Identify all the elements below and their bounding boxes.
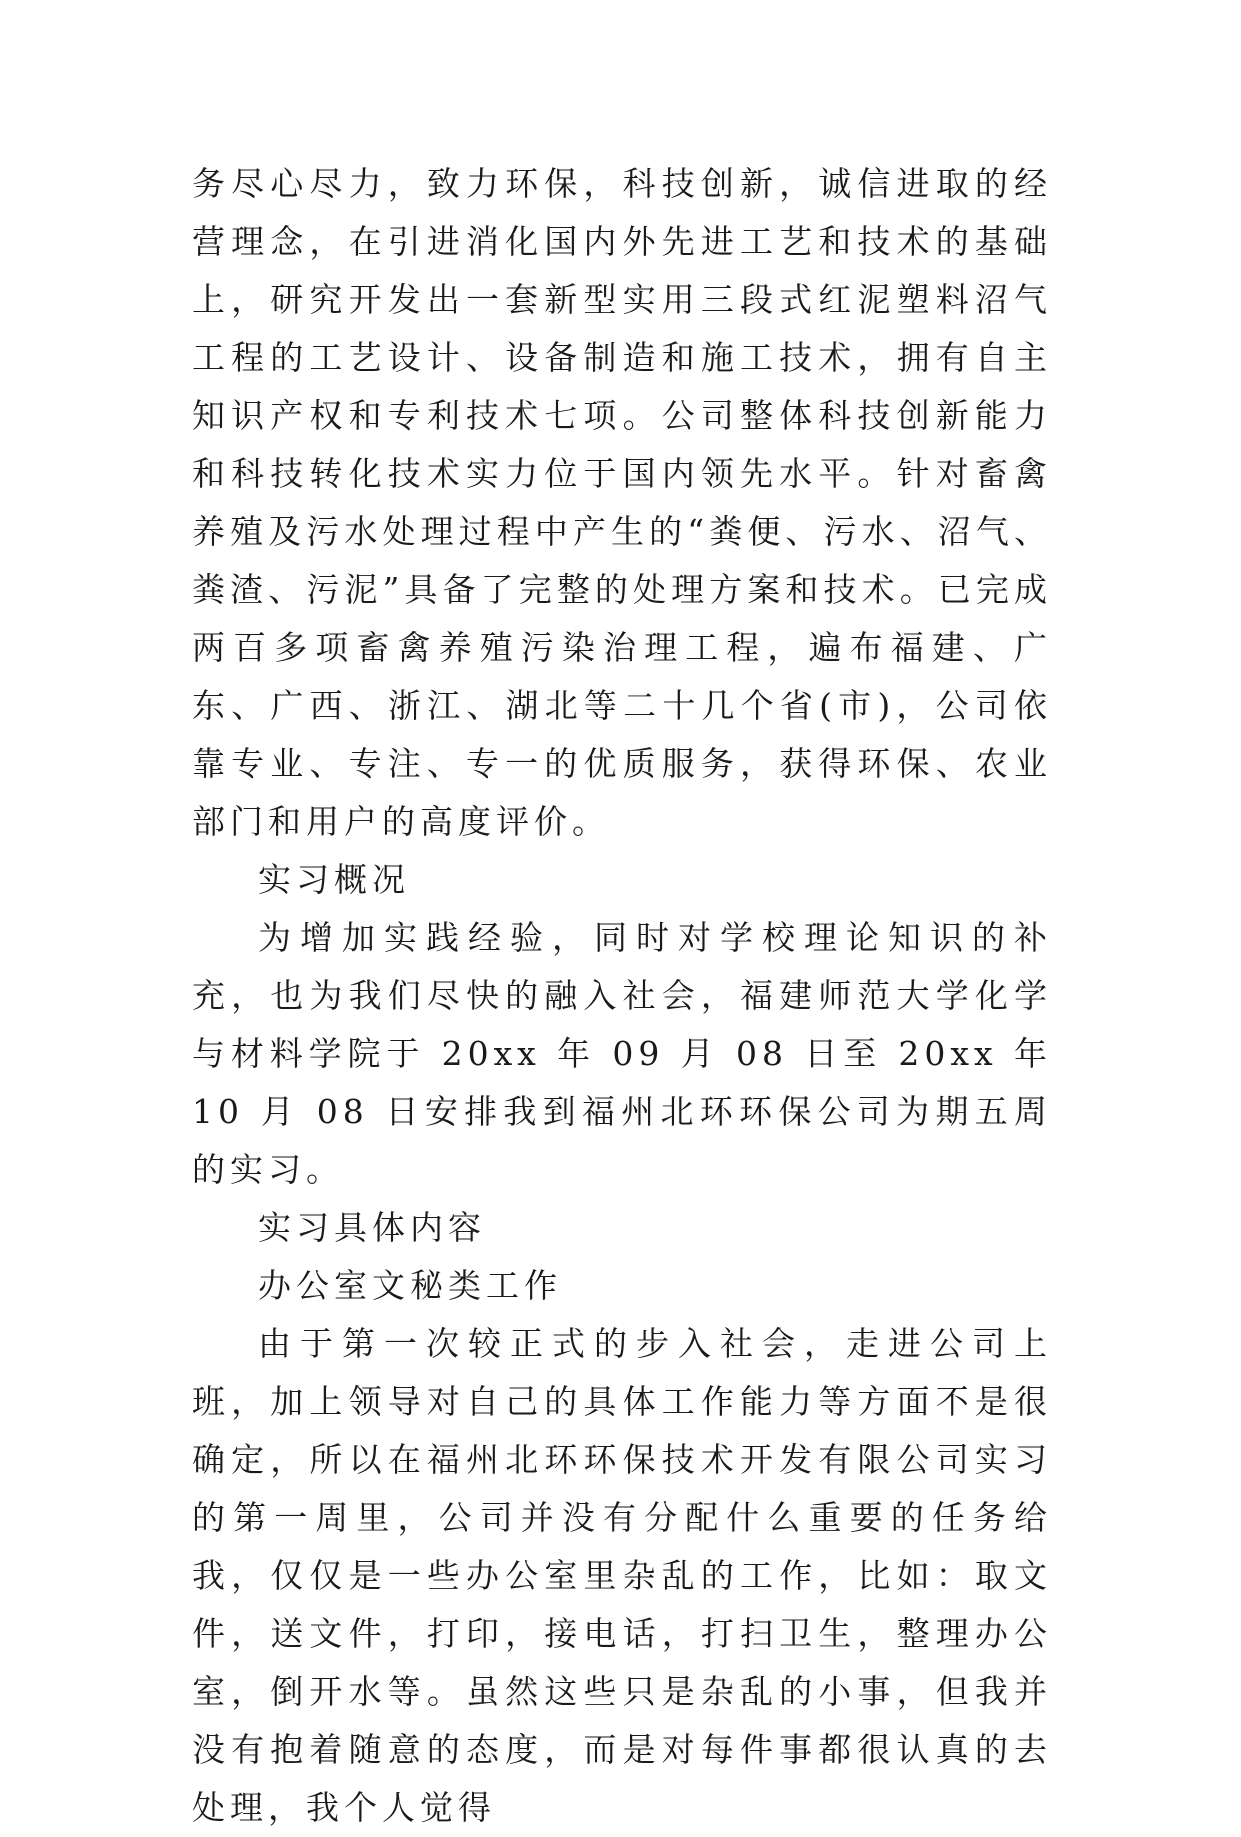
heading-office-work: 办公室文秘类工作 [258, 1266, 562, 1305]
paragraph-company-intro: 务尽心尽力，致力环保，科技创新，诚信进取的经营理念，在引进消化国内外先进工艺和技术的基础上，研究开发出一套新型实用三段式红泥塑料沼气工程的工艺设计、设备制造和施工技术，拥有自主知识产权和专利技术七项。公司整体科技创新能力和科技转化技术实力位于国内领先水平。针对畜禽养殖及污水处理过程中产生的“粪便、污水、沼气、粪渣、污泥”具备了完整的处理方案和技术。已完成两百多项畜禽养殖污染治理工程，遍布福建、广东、广西、浙江、湖北等二十几个省(市)，公司依靠专业、专注、专一的优质服务，获得环保、农业部门和用户的高度评价。 [192, 164, 1052, 841]
paragraph-office-work: 由于第一次较正式的步入社会，走进公司上班，加上领导对自己的具体工作能力等方面不是很确定，所以在福州北环环保技术开发有限公司实习的第一周里，公司并没有分配什么重要的任务给我，仅仅是一些办公室里杂乱的工作，比如：取文件，送文件，打印，接电话，打扫卫生，整理办公室，倒开水等。虽然这些只是杂乱的小事，但我并没有抱着随意的态度，而是对每件事都很认真的去处理，我个人觉得 [192, 1324, 1052, 1827]
heading-internship-overview: 实习概况 [258, 860, 410, 899]
paragraph-internship-overview: 为增加实践经验，同时对学校理论知识的补充，也为我们尽快的融入社会，福建师范大学化学与材料学院于 20xx 年 09 月 08 日至 20xx 年 10 月 08 日安排我到福州北环环保公司为期五周的实习。 [192, 918, 1052, 1189]
heading-internship-content: 实习具体内容 [258, 1208, 486, 1247]
document-body [192, 155, 1052, 1837]
